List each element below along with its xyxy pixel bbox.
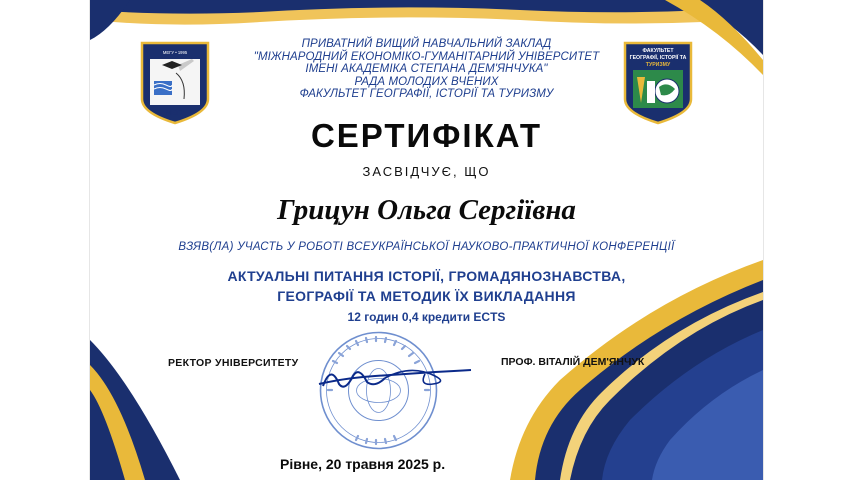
institution-line-3: ІМЕНІ АКАДЕМІКА СТЕПАНА ДЕМ'ЯНЧУКА" <box>305 63 548 76</box>
credits-text: 12 годин 0,4 кредити ECTS <box>347 310 506 324</box>
right-emblem-line-1: ФАКУЛЬТЕТ <box>642 48 674 54</box>
institution-line-1: ПРИВАТНИЙ ВИЩИЙ НАВЧАЛЬНИЙ ЗАКЛАД <box>301 38 552 50</box>
certifies-text: ЗАСВІДЧУЄ, ЩО <box>362 164 491 179</box>
right-emblem-line-2: ГЕОГРАФІЇ, ІСТОРІЇ ТА <box>629 55 687 61</box>
institution-header <box>90 38 763 101</box>
faculty-line: ФАКУЛЬТЕТ ГЕОГРАФІЇ, ІСТОРІЇ ТА ТУРИЗМУ <box>299 88 554 101</box>
right-margin <box>763 0 853 480</box>
issue-date: Рівне, 20 травня 2025 р. <box>280 456 446 472</box>
left-emblem-text: МЕГУ <box>165 110 185 117</box>
right-emblem-line-3: ТУРИЗМУ <box>645 62 671 68</box>
left-emblem-caption: МЕГУ • 1995 <box>162 50 188 55</box>
conference-title-line-2: ГЕОГРАФІЇ ТА МЕТОДИК ЇХ ВИКЛАДАННЯ <box>277 288 576 304</box>
conference-title-line-1: АКТУАЛЬНІ ПИТАННЯ ІСТОРІЇ, ГРОМАДЯНОЗНАВСТВА, <box>227 268 626 284</box>
participation-text: ВЗЯВ(ЛА) УЧАСТЬ У РОБОТІ ВСЕУКРАЇНСЬКОЇ НАУКОВО-ПРАКТИЧНОЇ КОНФЕРЕНЦІЇ <box>178 241 675 253</box>
institution-line-2: "МІЖНАРОДНИЙ ЕКОНОМІКО-ГУМАНІТАРНИЙ УНІВЕРСИТЕТ <box>253 50 600 63</box>
certificate <box>90 0 763 480</box>
recipient-name: Грицун Ольга Сергіївна <box>277 194 576 226</box>
rector-label: РЕКТОР УНІВЕРСИТЕТУ <box>168 357 299 369</box>
rector-signature <box>315 356 475 396</box>
council-line: РАДА МОЛОДИХ ВЧЕНИХ <box>354 75 499 88</box>
conference-title <box>90 266 763 306</box>
rector-name: ПРОФ. ВІТАЛІЙ ДЕМ'ЯНЧУК <box>501 356 645 368</box>
left-margin <box>0 0 90 480</box>
certificate-title: СЕРТИФІКАТ <box>310 117 543 154</box>
